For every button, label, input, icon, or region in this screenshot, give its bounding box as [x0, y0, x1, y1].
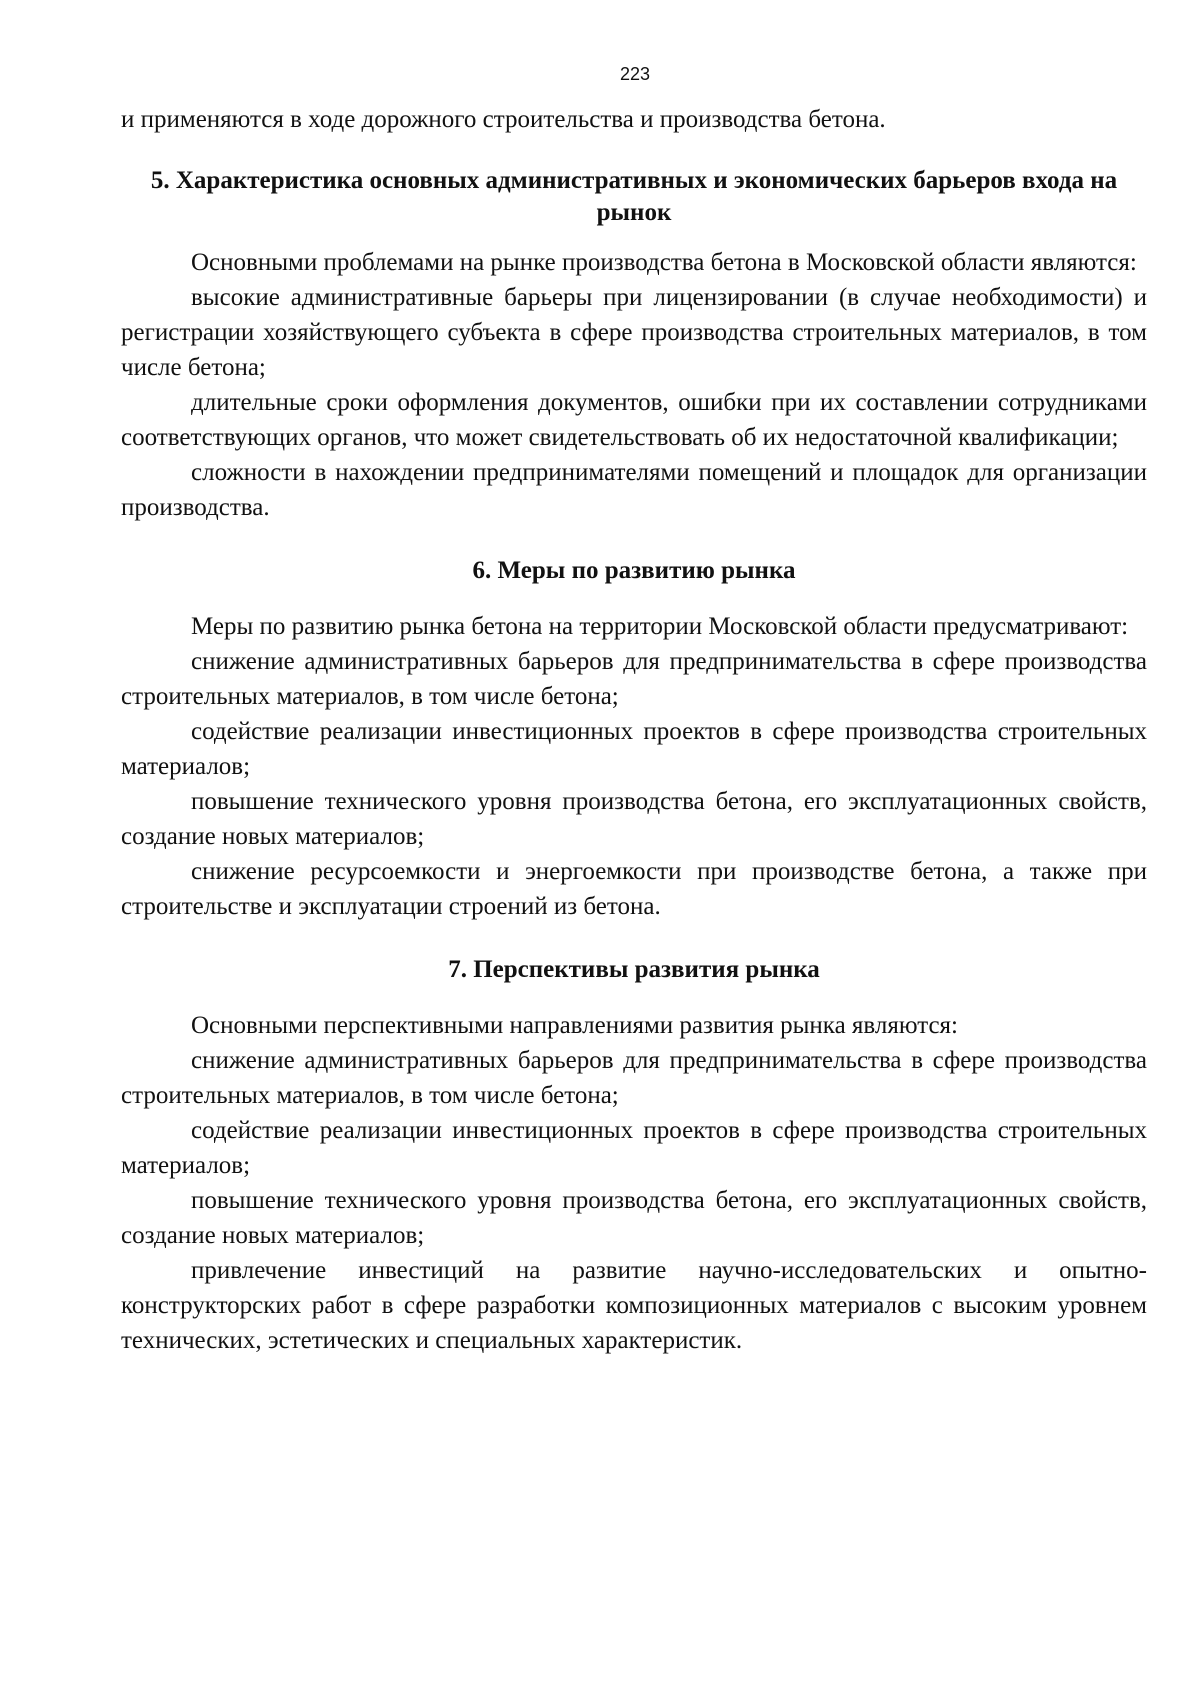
- section-5-item: сложности в нахождении предпринимателями помещений и площадок для организации производства.: [121, 459, 1147, 521]
- section-5-heading: 5. Характеристика основных административных и экономических барьеров входа на рынок: [150, 167, 1118, 226]
- section-5-item: длительные сроки оформления документов, ошибки при их составлении сотрудниками соответствующих органов, что может свидетельствовать об их недостаточной квалификации;: [121, 389, 1147, 451]
- section-6-item: снижение ресурсоемкости и энергоемкости при производстве бетона, а также при строительстве и эксплуатации строений из бетона.: [121, 858, 1147, 920]
- section-7-lead: Основными перспективными направлениями развития рынка являются:: [191, 1012, 958, 1039]
- intro-line: и применяются в ходе дорожного строительства и производства бетона.: [121, 106, 886, 133]
- section-6-item: содействие реализации инвестиционных проектов в сфере производства строительных материалов;: [121, 718, 1147, 780]
- section-5-lead: Основными проблемами на рынке производства бетона в Московской области являются:: [191, 249, 1137, 276]
- section-7-item: повышение технического уровня производства бетона, его эксплуатационных свойств, создание новых материалов;: [121, 1187, 1147, 1249]
- section-7-item: снижение административных барьеров для предпринимательства в сфере производства строительных материалов, в том числе бетона;: [121, 1047, 1147, 1109]
- section-5-item: высокие административные барьеры при лицензировании (в случае необходимости) и регистрации хозяйствующего субъекта в сфере производства строительных материалов, в том числе бетона;: [121, 284, 1147, 381]
- section-7-item: содействие реализации инвестиционных проектов в сфере производства строительных материалов;: [121, 1117, 1147, 1179]
- section-6-item: повышение технического уровня производства бетона, его эксплуатационных свойств, создание новых материалов;: [121, 788, 1147, 850]
- page-number: 223: [619, 64, 651, 84]
- section-6-heading: 6. Меры по развитию рынка: [472, 557, 796, 584]
- section-6-lead: Меры по развитию рынка бетона на территории Московской области предусматривают:: [191, 613, 1129, 640]
- section-7-item: привлечение инвестиций на развитие научно-исследовательских и опытно-конструкторских работ в сфере разработки композиционных материалов с высоким уровнем технических, эстетических и специальных характеристик.: [121, 1257, 1147, 1354]
- section-6-item: снижение административных барьеров для предпринимательства в сфере производства строительных материалов, в том числе бетона;: [121, 648, 1147, 710]
- page-content: [121, 102, 1147, 1358]
- section-7-heading: 7. Перспективы развития рынка: [448, 956, 820, 983]
